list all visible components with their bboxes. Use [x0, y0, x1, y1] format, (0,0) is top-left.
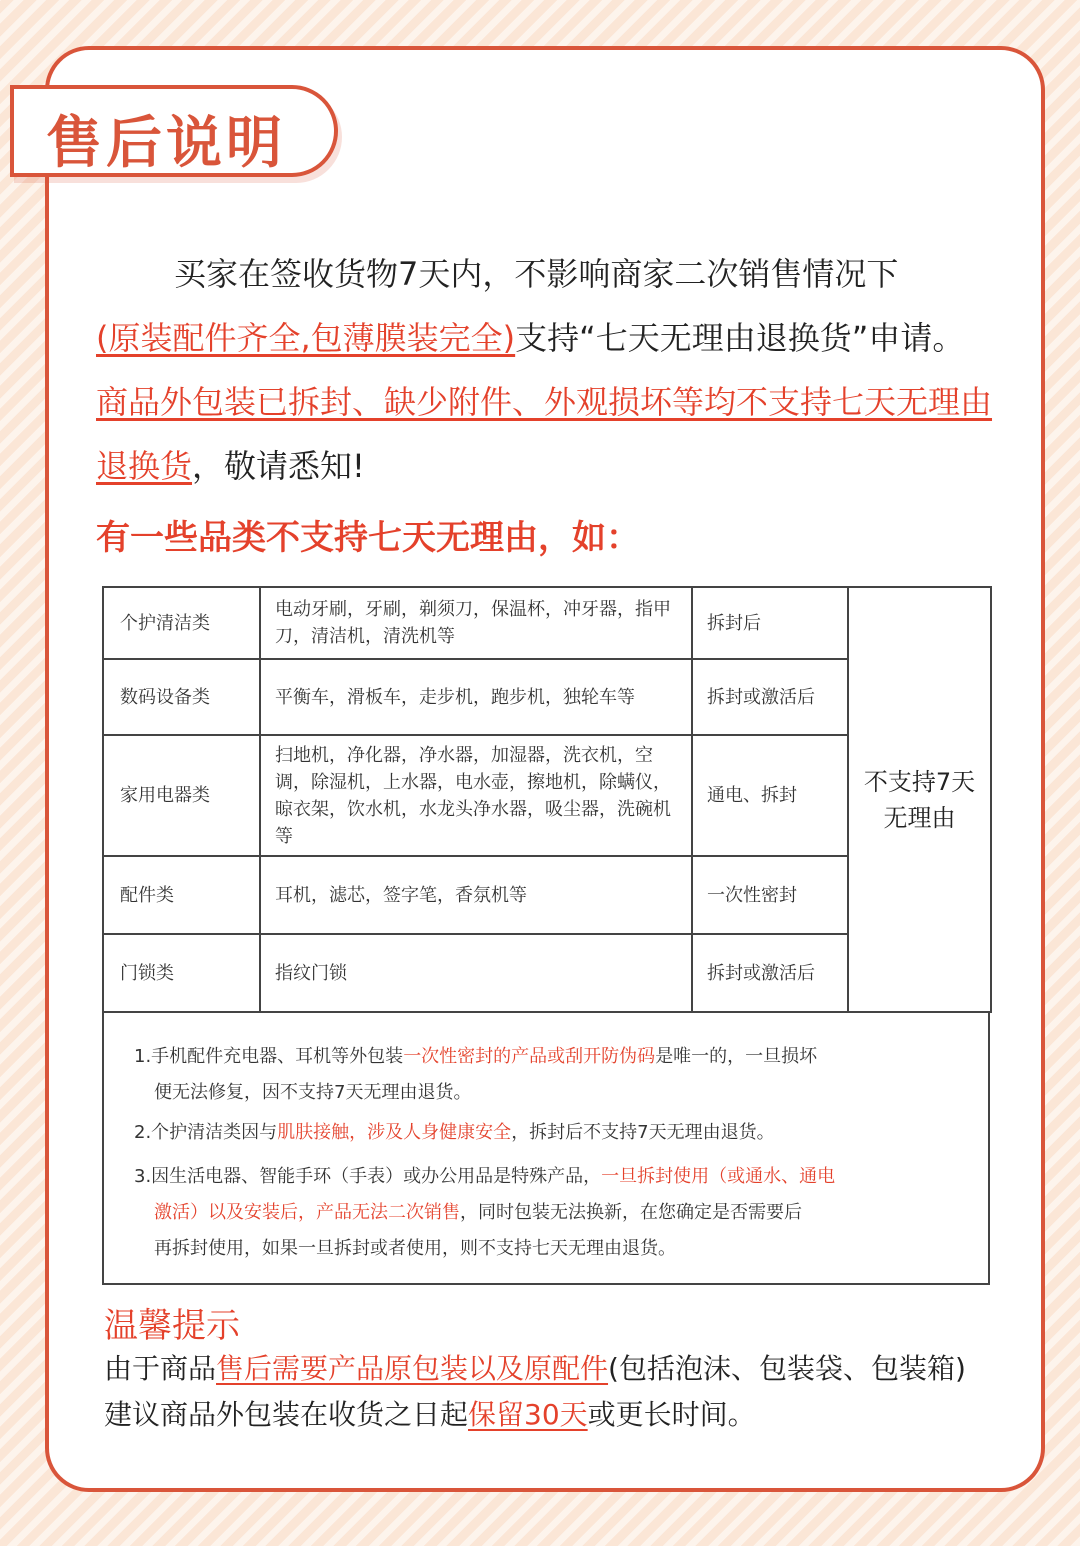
tips-text-1: 由于商品	[104, 1352, 217, 1385]
note-1-text-b: 是唯一的，一旦损坏	[655, 1046, 818, 1067]
items-cell: 电动牙刷，牙刷，剃须刀，保温杯，冲牙器，指甲刀，清洁机，清洗机等	[260, 587, 692, 659]
note-3-highlight-2: 激活）以及安装后，产品无法二次销售	[154, 1202, 460, 1223]
intro-highlight-2: 商品外包装已拆封、缺少附件、外观损坏等均不支持七天无理由退换货	[96, 383, 993, 485]
table-row	[103, 587, 991, 659]
tips-text-2: (包括泡沫、包装袋、包装箱)建议商品外包装在收货之日起	[104, 1352, 966, 1431]
condition-cell: 拆封或激活后	[692, 659, 848, 735]
condition-cell: 拆封后	[692, 587, 848, 659]
category-table	[102, 586, 992, 1013]
intro-text-2: 支持“七天无理由退换货”申请。	[515, 319, 965, 357]
category-cell: 数码设备类	[103, 659, 260, 735]
page-title: 售后说明	[46, 111, 286, 176]
items-cell: 耳机，滤芯，签字笔，香氛机等	[260, 856, 692, 934]
note-2-text-a: 2.个护清洁类因与	[134, 1122, 278, 1143]
note-2-text-b: ，拆封后不支持7天无理由退货。	[511, 1122, 775, 1143]
section-subheading: 有一些品类不支持七天无理由，如：	[96, 518, 640, 558]
intro-text-1: 买家在签收货物7天内，不影响商家二次销售情况下	[174, 255, 899, 293]
intro-paragraph	[96, 242, 996, 498]
note-2	[134, 1115, 964, 1151]
title-tab	[10, 85, 338, 177]
note-1-highlight: 一次性密封的产品或刮开防伪码	[403, 1046, 656, 1067]
category-cell: 配件类	[103, 856, 260, 934]
items-cell: 平衡车，滑板车，走步机，跑步机，独轮车等	[260, 659, 692, 735]
note-3-text-b: ，同时包装无法换新，在您确定是否需要后	[460, 1202, 802, 1223]
condition-cell: 一次性密封	[692, 856, 848, 934]
items-cell: 扫地机，净化器，净水器，加湿器，洗衣机，空调，除湿机，上水器，电水壶，擦地机，除螨仪，晾衣架，饮水机，水龙头净水器，吸尘器，洗碗机等	[260, 735, 692, 856]
note-1-text-c: 便无法修复，因不支持7天无理由退货。	[154, 1082, 472, 1103]
tips-highlight-1: 售后需要产品原包装以及原配件	[216, 1352, 609, 1385]
tips-text-3: 或更长时间。	[587, 1398, 756, 1431]
merged-note-cell: 不支持7天无理由	[848, 587, 991, 1012]
category-cell: 个护清洁类	[103, 587, 260, 659]
note-3	[134, 1159, 964, 1267]
category-cell: 家用电器类	[103, 735, 260, 856]
tips-body	[104, 1346, 984, 1438]
intro-highlight-1: (原装配件齐全,包薄膜装完全)	[96, 319, 516, 357]
tips-title: 温馨提示	[104, 1306, 240, 1346]
category-cell: 门锁类	[103, 934, 260, 1012]
note-1	[134, 1039, 964, 1111]
note-3-highlight-1: 一旦拆封使用（或通水、通电	[601, 1166, 836, 1187]
items-cell: 指纹门锁	[260, 934, 692, 1012]
condition-cell: 拆封或激活后	[692, 934, 848, 1012]
tips-highlight-2: 保留30天	[468, 1398, 588, 1431]
condition-cell: 通电、拆封	[692, 735, 848, 856]
note-1-text-a: 1.手机配件充电器、耳机等外包装	[134, 1046, 404, 1067]
note-3-text-a: 3.因生活电器、智能手环（手表）或办公用品是特殊产品，	[134, 1166, 602, 1187]
note-2-highlight: 肌肤接触，涉及人身健康安全	[277, 1122, 512, 1143]
notes-box	[102, 1011, 990, 1285]
intro-text-3: ，敬请悉知!	[192, 447, 365, 485]
note-3-text-c: 再拆封使用，如果一旦拆封或者使用，则不支持七天无理由退货。	[154, 1238, 676, 1259]
